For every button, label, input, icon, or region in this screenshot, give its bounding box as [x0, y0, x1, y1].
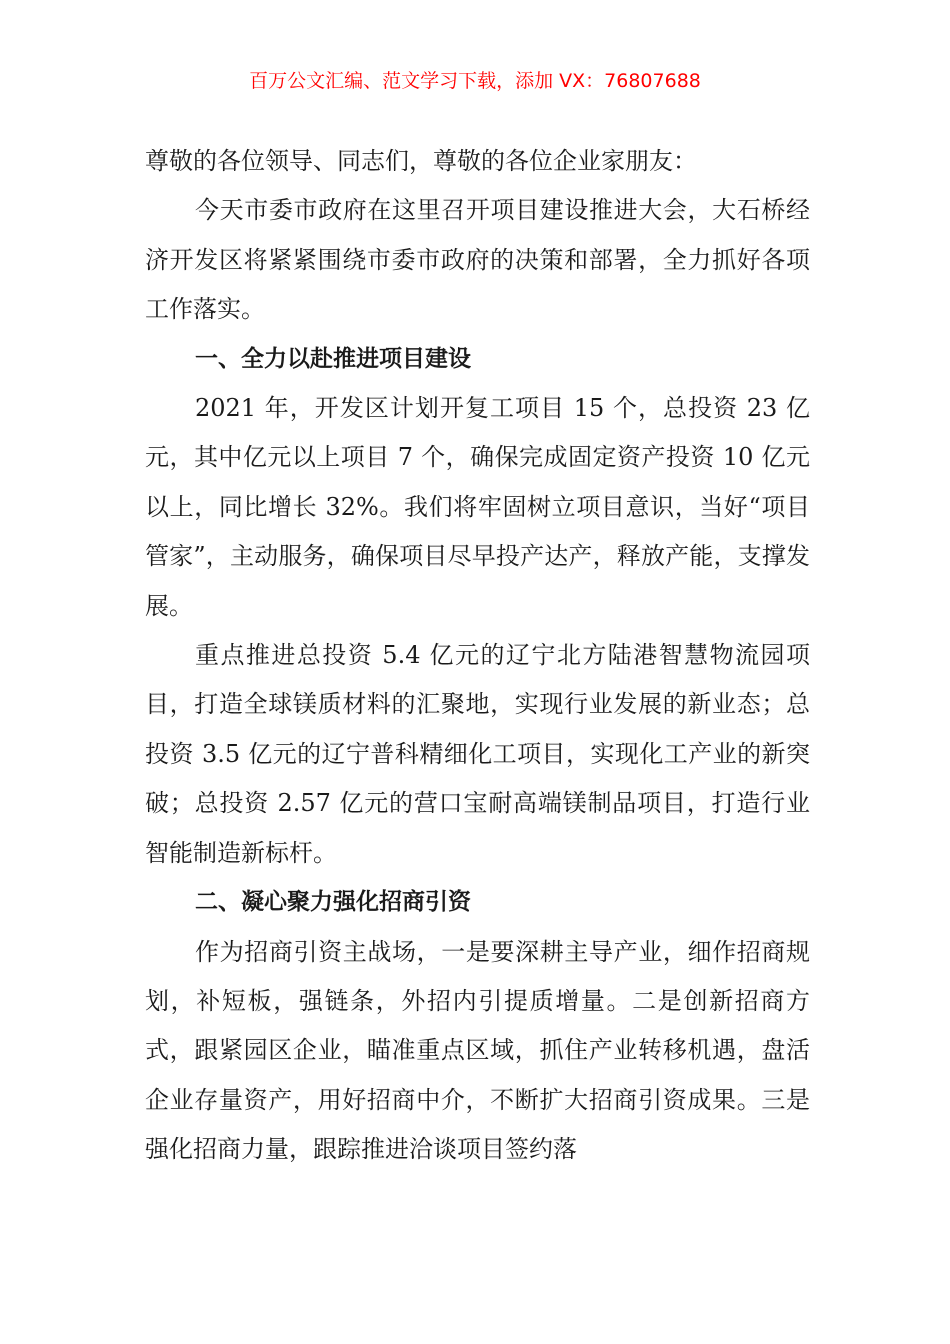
section-2-paragraph-1: 作为招商引资主战场，一是要深耕主导产业，细作招商规划，补短板，强链条，外招内引提质增量。二是创新招商方式，跟紧园区企业，瞄准重点区域，抓住产业转移机遇，盘活企业存量资产，用好招商中介，不断扩大招商引资成果。三是强化招商力量，跟踪推进洽谈项目签约落	[145, 937, 810, 1164]
section-1-heading: 一、全力以赴推进项目建设	[195, 345, 471, 372]
salutation: 尊敬的各位领导、同志们，尊敬的各位企业家朋友：	[145, 147, 697, 175]
section-1-paragraph-1: 2021 年，开发区计划开复工项目 15 个，总投资 23 亿元，其中亿元以上项目 7 个，确保完成固定资产投资 10 亿元以上，同比增长 32%。我们将牢固树立项目意识，当好“项目管家”，主动服务，确保项目尽早投产达产，释放产能，支撑发展。	[145, 394, 810, 620]
header-banner: 百万公文汇编、范文学习下载，添加 VX：76807688	[249, 70, 701, 92]
document-body	[145, 137, 810, 1175]
section-1-paragraph-2: 重点推进总投资 5.4 亿元的辽宁北方陆港智慧物流园项目，打造全球镁质材料的汇聚地，实现行业发展的新业态；总投资 3.5 亿元的辽宁普科精细化工项目，实现化工产业的新突破；总投资 2.57 亿元的营口宝耐高端镁制品项目，打造行业智能制造新标杆。	[145, 641, 810, 867]
section-2-heading: 二、凝心聚力强化招商引资	[195, 889, 471, 916]
intro-paragraph: 今天市委市政府在这里召开项目建设推进大会，大石桥经济开发区将紧紧围绕市委市政府的决策和部署，全力抓好各项工作落实。	[145, 196, 810, 324]
